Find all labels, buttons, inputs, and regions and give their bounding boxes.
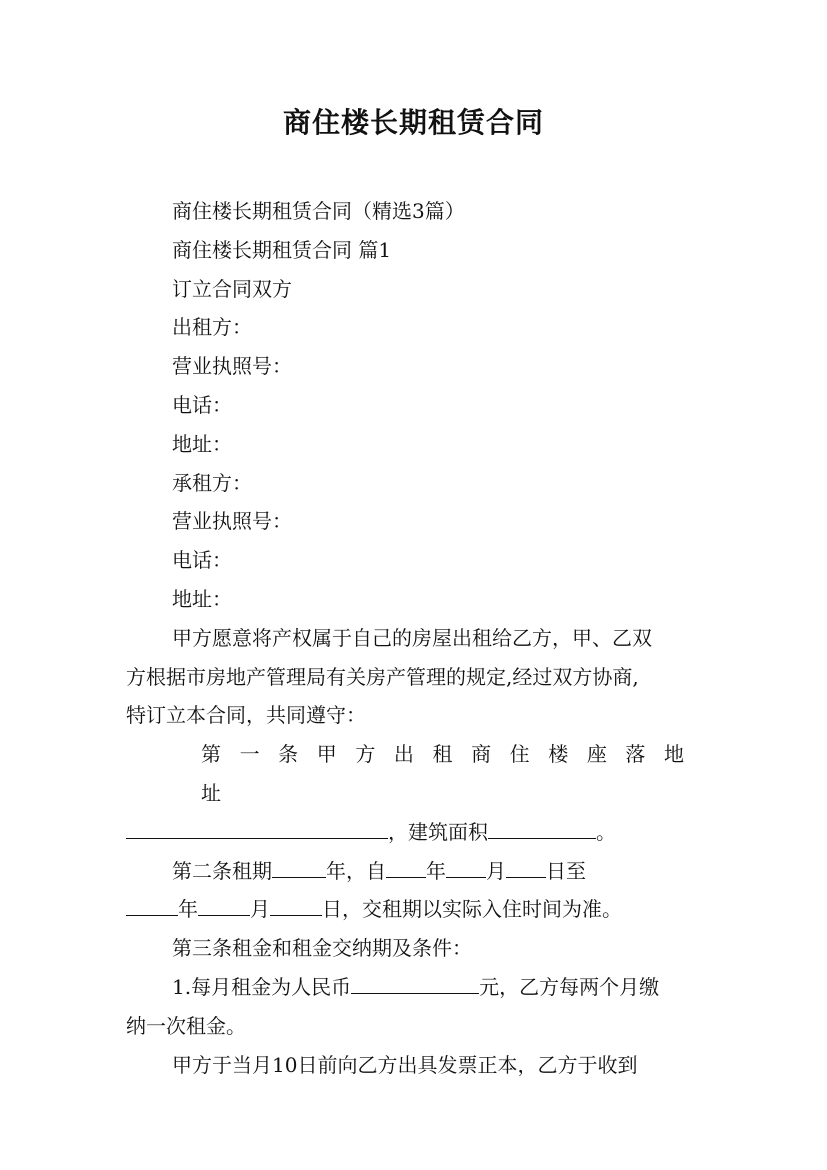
term-years-blank [272,876,326,878]
rent-amount-blank [351,992,479,994]
article-3-item-1-line-2: 纳一次租金。 [126,1013,246,1038]
article-2-label: 第二条租期 [172,858,272,883]
lessee-label: 承租方： [172,470,252,495]
article-3-item-1-line-1 [126,968,702,1007]
article-1-line-1: 第一条甲方出租商住楼座落地址 [201,742,702,805]
document-body [126,192,702,1084]
lessor-address-label: 地址： [172,431,232,456]
end-month-blank [198,914,250,916]
article-1-line-2 [126,813,702,852]
rent-amount-label: 1.每月租金为人民币 [172,974,352,999]
article-2-end-year-unit: 年 [178,897,198,922]
article-3-invoice-line: 甲方于当月10日前向乙方出具发票正本，乙方于收到 [172,1052,638,1077]
parties-heading: 订立合同双方 [172,276,292,301]
lessor-license-label: 营业执照号： [172,354,292,379]
lessor-phone-label: 电话： [172,392,232,417]
article-2-end-text: 日，交租期以实际入住时间为准。 [322,897,622,922]
lessee-license-label: 营业执照号： [172,509,292,534]
intro-paragraph-line-2: 方根据市房地产管理局有关房产管理的规定,经过双方协商, [126,664,639,689]
article-2-year-from: 年，自 [326,858,386,883]
article-3-heading: 第三条租金和租金交纳期及条件： [172,936,472,961]
area-blank [488,837,596,839]
article-2-line-1 [126,852,702,891]
end-day-blank [270,914,322,916]
address-blank [126,837,388,839]
rent-payment-text: 元，乙方每两个月缴 [479,974,660,999]
subtitle-line: 商住楼长期租赁合同（精选3篇） [172,199,465,223]
section-heading: 商住楼长期租赁合同 篇1 [172,237,392,262]
article-1-end: 。 [596,819,616,844]
article-2-end-month-unit: 月 [250,897,270,922]
intro-paragraph-line-3: 特订立本合同，共同遵守： [126,703,366,728]
document-title: 商住楼长期租赁合同 [282,106,544,139]
start-month-blank [446,876,486,878]
article-2-month-unit: 月 [486,858,506,883]
intro-paragraph-line-1: 甲方愿意将产权属于自己的房屋出租给乙方，甲、乙双 [172,625,652,650]
article-2-line-2 [126,890,702,929]
lessor-label: 出租方： [172,315,252,340]
end-year-blank [126,914,178,916]
start-year-blank [386,876,426,878]
article-2-year-unit: 年 [426,858,446,883]
start-day-blank [506,876,546,878]
article-2-day-to: 日至 [546,858,586,883]
lessee-address-label: 地址： [172,586,232,611]
lessee-phone-label: 电话： [172,548,232,573]
article-1-area-label: ，建筑面积 [388,819,488,844]
